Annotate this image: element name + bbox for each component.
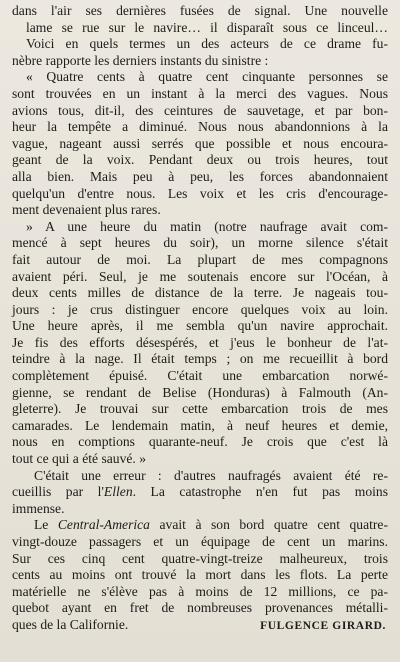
- text-line: geant de la voix. Pendant deux ou trois heures, tout: [12, 152, 388, 168]
- text-line: matérielle ne s'élève pas à moins de 12 millions, ce pa-: [12, 583, 388, 599]
- closing-line: [12, 617, 388, 634]
- text-line: ques de la Californie.: [12, 616, 129, 632]
- text-line: vingt-douze passagers et un équipage de cent un marins.: [12, 534, 388, 549]
- text-line: nous en comptions quarante-neuf. Je crois que c'est là: [12, 434, 388, 450]
- text-line: « Quatre cents à quatre cent cinquante personnes se: [26, 69, 388, 85]
- text-line: immense.: [12, 500, 65, 516]
- text-line: quebot ayant en fret de nombreuses provenances métalli-: [12, 600, 388, 616]
- text-line: complètement épuisé. C'était une embarcation norwé-: [12, 368, 388, 384]
- text-line: Voici en quels termes un des acteurs de ce drame fu-: [26, 36, 388, 52]
- text-line: » A une heure du matin (notre naufrage avait com-: [26, 218, 388, 234]
- text-line: fait autour de moi. La plupart de mes compagnons: [12, 251, 388, 267]
- text-line: C'était une erreur : d'autres naufragés avaient été re-: [34, 467, 388, 483]
- text-line: tout ce qui a été sauvé. »: [12, 451, 146, 467]
- text-line: heur la tempête a diminué. Nous nous abandonnions à la: [12, 119, 388, 135]
- ship-name-central-america: Central-America: [57, 517, 150, 533]
- text-line: Je fis des efforts désespérés, et j'eus le bonheur de l'at-: [12, 334, 388, 350]
- text-line: jours : je crus distinguer encore quelques voix au loin.: [12, 301, 388, 317]
- text-fragment: . La catastrophe n'en fut pas moins: [132, 484, 388, 500]
- text-line: mencé à sept heures du soir), un morne silence s'était: [12, 235, 388, 251]
- text-line: lame se rue sur le navire… il disparaît sous ce linceul…: [26, 19, 388, 35]
- text-fragment: Le: [34, 517, 58, 533]
- text-line: sont trouvées en un instant à la merci des vagues. Nous: [12, 85, 388, 101]
- text-line: vague, nageant aussi serrés que possible et nous encoura-: [12, 135, 388, 151]
- paragraph-4-quote: [12, 219, 388, 468]
- text-line: cents au moins ont trouvé la mort dans les flots. La perte: [12, 567, 388, 583]
- text-line: gienne, se rendant de Belise (Honduras) à Falmouth (An-: [12, 384, 388, 400]
- text-line: Une heure après, il me sembla qu'un navire approchait.: [12, 318, 388, 334]
- text-fragment: avait à son bord quatre cent quatre-: [149, 517, 388, 533]
- text-line: dans l'air ses dernières fusées de signal. Une nouvelle: [12, 3, 388, 18]
- text-line: ment devenaient plus rares.: [12, 202, 161, 218]
- paragraph-3-quote: [12, 69, 388, 218]
- text-line: teindre à la nage. Il était temps ; on me recueillit à bord: [12, 351, 388, 367]
- text-line: quelqu'un d'entre nous. Les voix et les cris d'encourage-: [12, 185, 388, 201]
- paragraph-5: [12, 468, 388, 518]
- text-line: Sur ces cinq cent quatre-vingt-treize malheureux, trois: [12, 550, 388, 566]
- text-line: gleterre). Je trouvai sur cette embarcation trois de mes: [12, 401, 388, 417]
- text-line: nèbre rapporte les derniers instants du sinistre :: [12, 52, 269, 68]
- text-line: [12, 517, 388, 534]
- text-line: avions tous, dit-il, des ceintures de sauvetage, et par bon-: [12, 102, 388, 118]
- author-signature: FULGENCE GIRARD.: [260, 619, 386, 632]
- paragraph-2: [12, 36, 388, 69]
- text-line: [12, 484, 388, 501]
- text-line: deux cents milles de distance de la terre. Je nageais tou-: [12, 285, 388, 301]
- paragraph-6: [12, 517, 388, 633]
- text-line: avaient péri. Seul, je me soutenais encore sur l'Océan, à: [12, 268, 388, 284]
- paragraph-1: [12, 3, 388, 36]
- text-line: alla bien. Mais peu à peu, les forces abandonnaient: [12, 168, 388, 184]
- text-fragment: cueillis par l': [12, 484, 104, 500]
- text-line: camarades. Le lendemain matin, à neuf heures et demie,: [12, 417, 388, 433]
- ship-name-ellen: Ellen: [103, 484, 133, 500]
